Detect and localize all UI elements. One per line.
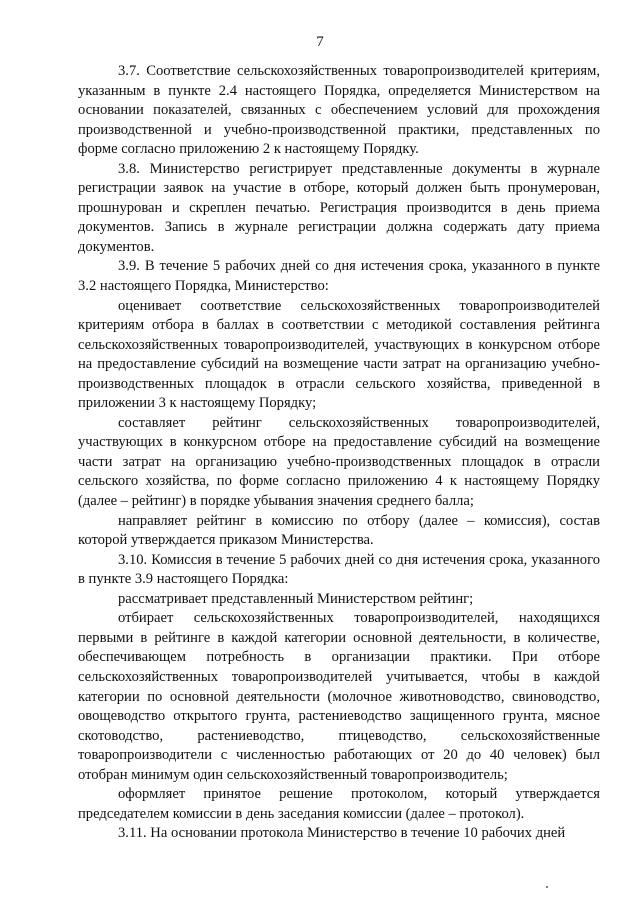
paragraph-3-7: 3.7. Соответствие сельскохозяйственных товаропроизводителей критериям, указанным в пункте 2.4 настоящего Порядка, определяется Министерством на основании показателей, связанных с обеспечением условий для прохождения производственной и учебно-производственной практики, представленных по форме согласно приложению 2 к настоящему Порядку. [78, 63, 600, 158]
paragraph-3-10-item-selects: отбирает сельскохозяйственных товаропроизводителей, находящихся первыми в рейтинге в каждой категории основной деятельности, в количестве, обеспечивающем потребность в организации практики. При отборе сельскохозяйственных товаропроизводителей учитывается, чтобы в каждой категории по основной деятельности (молочное животноводство, свиноводство, овощеводство открытого грунта, растениеводство защищенного грунта, мясное скотоводство, растениеводство, птицеводство, сельскохозяйственные товаропроизводители с численностью работающих от 20 до 40 человек) был отобран минимум один сельскохозяйственный товаропроизводитель; [78, 610, 600, 783]
paragraph-3-9-item-compiles-rating: составляет рейтинг сельскохозяйственных товаропроизводителей, участвующих в конкурсном отборе на предоставление субсидий на возмещение части затрат на организацию учебно-производственных площадок в отрасли сельского хозяйства, по форме согласно приложению 4 к настоящему Порядку (далее – рейтинг) в порядке убывания значения среднего балла; [78, 414, 600, 510]
paragraph-3-10-item-reviews: рассматривает представленный Министерством рейтинг; [118, 590, 474, 607]
paragraph-3-8: 3.8. Министерство регистрирует представленные документы в журнале регистрации заявок на участие в отборе, который должен быть пронумерован, прошнурован и скреплен печатью. Регистрация производится в день приема документов. Запись в журнале регистрации должна содержать дату приема документов. [78, 160, 600, 255]
paragraph-3-10: 3.10. Комиссия в течение 5 рабочих дней со дня истечения срока, указанного в пункте 3.9 настоящего Порядка: [78, 551, 600, 588]
paragraph-3-9-item-evaluates: оценивает соответствие сельскохозяйственных товаропроизводителей критериям отбора в баллах в соответствии с методикой составления рейтинга сельскохозяйственных товаропроизводителей, участвующих в конкурсном отборе на предоставление субсидий на возмещение части затрат на организацию учебно-производственных площадок в отрасли сельского хозяйства, приведенной в приложении 3 к настоящему Порядку; [78, 297, 600, 412]
scan-artifact-dot [546, 886, 548, 888]
paragraph-3-11: 3.11. На основании протокола Министерство в течение 10 рабочих дней [118, 825, 566, 842]
document-body [78, 62, 600, 844]
page-number: 7 [316, 34, 324, 50]
paragraph-3-9-item-sends-rating: направляет рейтинг в комиссию по отбору (далее – комиссия), состав которой утверждается приказом Министерства. [78, 512, 600, 549]
paragraph-3-10-item-protocol: оформляет принятое решение протоколом, который утверждается председателем комиссии в день заседания комиссии (далее – протокол). [78, 786, 600, 822]
paragraph-3-9: 3.9. В течение 5 рабочих дней со дня истечения срока, указанного в пункте 3.2 настоящего Порядка, Министерство: [78, 258, 600, 295]
